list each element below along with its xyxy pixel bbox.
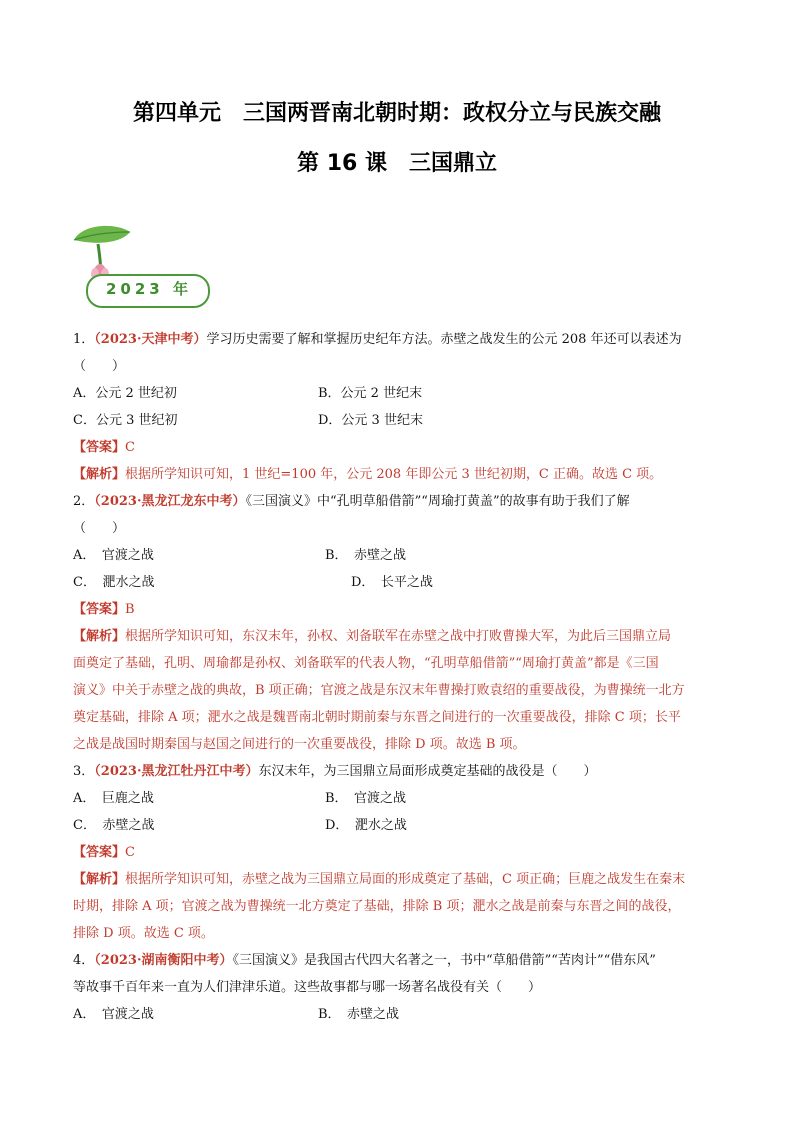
option-d: D．公元 3 世纪末	[318, 413, 423, 428]
option-a: A． 官渡之战	[73, 548, 154, 563]
question-2	[73, 488, 733, 758]
answer-tag: 【答案】	[73, 845, 126, 860]
lesson-title: 第 16 课 三国鼎立	[297, 151, 497, 176]
question-source: （2023·天津中考）	[94, 332, 207, 347]
question-number: 3．	[73, 764, 95, 779]
options-row	[73, 569, 733, 596]
analysis-text: 面奠定了基础，孔明、周瑜都是孙权、刘备联军的代表人物，“孔明草船借箭”“周瑜打黄盖”都是《三国	[73, 656, 659, 671]
question-source: （2023·黑龙江龙东中考）	[94, 494, 246, 509]
question-stem: 学习历史需要了解和掌握历史纪年方法。赤壁之战发生的公元 208 年还可以表述为	[206, 332, 682, 347]
answer-value: B	[125, 602, 135, 617]
answer-blank: （ ）	[73, 359, 126, 374]
question-source: （2023·黑龙江牡丹江中考）	[94, 764, 259, 779]
option-c: C． 赤壁之战	[73, 818, 155, 833]
analysis-text: 演义》中关于赤壁之战的典故，B 项正确；官渡之战是东汉末年曹操打败袁绍的重要战役，为曹操统一北方	[73, 683, 685, 698]
question-stem: 东汉末年，为三国鼎立局面形成奠定基础的战役是（ ）	[258, 764, 597, 779]
question-stem: 等故事千百年来一直为人们津津乐道。这些故事都与哪一场著名战役有关（ ）	[73, 980, 542, 995]
answer-blank: （ ）	[73, 521, 126, 536]
options-row	[73, 1001, 733, 1028]
option-b: B． 赤壁之战	[318, 1007, 400, 1022]
question-number: 2．	[73, 494, 95, 509]
analysis-text: 根据所学知识可知，1 世纪=100 年，公元 208 年即公元 3 世纪初期，C 正确。故选 C 项。	[125, 467, 663, 482]
answer-value: C	[125, 845, 135, 860]
question-stem: 《三国演义》是我国古代四大名著之一，书中“草船借箭”“苦肉计”“借东风”	[232, 953, 656, 968]
analysis-tag: 【解析】	[73, 872, 126, 887]
analysis-text: 排除 D 项。故选 C 项。	[73, 926, 214, 941]
answer-value: C	[125, 440, 135, 455]
option-a: A． 官渡之战	[73, 1007, 154, 1022]
option-c: C． 淝水之战	[73, 575, 155, 590]
question-1	[73, 326, 733, 488]
analysis-text: 之战是战国时期秦国与赵国之间进行的一次重要战役，排除 D 项。故选 B 项。	[73, 737, 526, 752]
options-row	[73, 785, 733, 812]
options-row	[73, 542, 733, 569]
option-b: B． 赤壁之战	[325, 548, 407, 563]
option-b: B． 官渡之战	[325, 791, 407, 806]
analysis-text: 奠定基础，排除 A 项；淝水之战是魏晋南北朝时期前秦与东晋之间进行的一次重要战役，排除 C 项；长平	[73, 710, 681, 725]
year-badge	[70, 222, 215, 302]
question-4	[73, 947, 733, 1028]
options-row	[73, 812, 733, 839]
question-number: 4．	[73, 953, 95, 968]
option-d: D． 长平之战	[351, 575, 433, 590]
question-stem: 《三国演义》中“孔明草船借箭”“周瑜打黄盖”的故事有助于我们了解	[245, 494, 630, 509]
option-c: C．公元 3 世纪初	[73, 413, 178, 428]
answer-tag: 【答案】	[73, 602, 126, 617]
unit-title: 第四单元 三国两晋南北朝时期：政权分立与民族交融	[132, 101, 661, 126]
options-row	[73, 407, 733, 434]
question-3	[73, 758, 733, 947]
analysis-tag: 【解析】	[73, 629, 126, 644]
option-a: A． 巨鹿之战	[73, 791, 154, 806]
analysis-text: 根据所学知识可知，赤壁之战为三国鼎立局面的形成奠定了基础，C 项正确；巨鹿之战发生在秦末	[125, 872, 686, 887]
option-a: A．公元 2 世纪初	[73, 386, 177, 401]
question-number: 1．	[73, 332, 95, 347]
answer-tag: 【答案】	[73, 440, 126, 455]
analysis-text: 根据所学知识可知，东汉末年，孙权、刘备联军在赤壁之战中打败曹操大军，为此后三国鼎立局	[125, 629, 672, 644]
year-badge-label: 2023 年	[106, 280, 192, 298]
option-d: D． 淝水之战	[325, 818, 407, 833]
options-row	[73, 380, 733, 407]
question-source: （2023·湖南衡阳中考）	[94, 953, 233, 968]
question-list	[73, 326, 733, 1028]
analysis-tag: 【解析】	[73, 467, 126, 482]
analysis-text: 时期，排除 A 项；官渡之战为曹操统一北方奠定了基础，排除 B 项；淝水之战是前秦与东晋之间的战役，	[73, 899, 681, 914]
option-b: B．公元 2 世纪末	[318, 386, 423, 401]
